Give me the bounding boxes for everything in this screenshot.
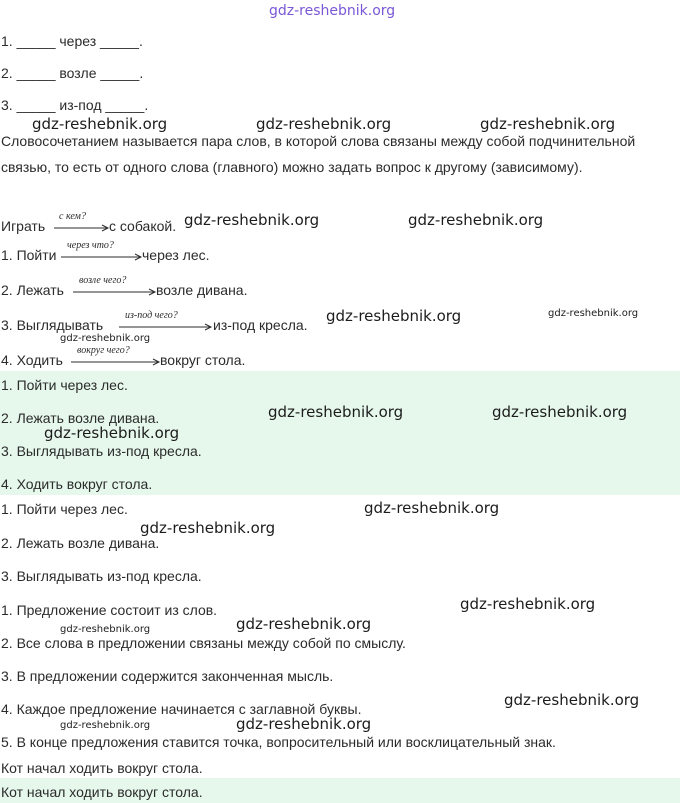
- watermark: gdz-reshebnik.org: [236, 615, 372, 633]
- watermark: gdz-reshebnik.org: [44, 424, 180, 442]
- phrase-line-2: [1, 275, 281, 299]
- rule-line-2: 2. Все слова в предложении связаны между собой по смыслу.: [1, 635, 406, 651]
- answer-1-line-3: 3. Выглядывать из-под кресла.: [1, 443, 202, 459]
- phrase-dependent-word: возле дивана.: [156, 282, 248, 298]
- watermark: gdz-reshebnik.org: [32, 115, 168, 133]
- answer-1-line-4: 4. Ходить вокруг стола.: [1, 476, 153, 492]
- blank-line-3: 3. _____ из-под _____.: [1, 97, 149, 113]
- phrase-dependent-word: вокруг стола.: [160, 352, 246, 368]
- watermark: gdz-reshebnik.org: [268, 403, 404, 421]
- phrase-main-word: 3. Выглядывать: [1, 317, 104, 333]
- phrase-line-1: [1, 240, 241, 264]
- answer-2-line-2: 2. Лежать возле дивана.: [1, 535, 160, 551]
- phrase-main-word: Играть: [1, 218, 46, 234]
- phrase-main-word: 4. Ходить: [1, 352, 63, 368]
- rule-line-3: 3. В предложении содержится законченная мысль.: [1, 668, 334, 684]
- answer-2-line-3: 3. Выглядывать из-под кресла.: [1, 568, 202, 584]
- phrase-main-word: 1. Пойти: [1, 247, 57, 263]
- watermark: gdz-reshebnik.org: [326, 307, 462, 325]
- watermark: gdz-reshebnik.org: [408, 211, 544, 229]
- phrase-dependent-word: через лес.: [142, 247, 210, 263]
- definition-text: Словосочетанием называется пара слов, в которой слова связаны между собой подчинительной связью, то есть от одного слова (главного) можно задать вопрос к другому (зависимому).: [1, 133, 636, 175]
- example-phrase: [1, 211, 201, 235]
- question-label: возле чего?: [79, 275, 127, 286]
- watermark: gdz-reshebnik.org: [492, 403, 628, 421]
- arrow-icon: [73, 281, 157, 299]
- watermark: gdz-reshebnik.org: [60, 333, 151, 344]
- rule-line-4: 4. Каждое предложение начинается с заглавной буквы.: [1, 701, 362, 717]
- blank-line-2: 2. _____ возле _____.: [1, 65, 144, 81]
- sentence-line: Кот начал ходить вокруг стола.: [1, 760, 203, 776]
- phrase-dependent-word: с собакой.: [109, 218, 177, 234]
- arrow-icon: [61, 246, 143, 264]
- rule-line-5: 5. В конце предложения ставится точка, вопросительный или восклицательный знак.: [1, 734, 556, 750]
- question-label: вокруг чего?: [77, 345, 130, 356]
- answer-2-line-1: 1. Пойти через лес.: [1, 501, 128, 517]
- question-label: из-под чего?: [125, 310, 178, 321]
- question-label: с кем?: [59, 211, 86, 222]
- watermark: gdz-reshebnik.org: [460, 595, 596, 613]
- rule-line-1: 1. Предложение состоит из слов.: [1, 602, 218, 618]
- watermark: gdz-reshebnik.org: [364, 499, 500, 517]
- blank-line-1: 1. _____ через _____.: [1, 33, 143, 49]
- phrase-line-3: [1, 310, 341, 334]
- answer-1-line-1: 1. Пойти через лес.: [1, 377, 128, 393]
- phrase-line-4: [1, 345, 281, 369]
- watermark: gdz-reshebnik.org: [60, 720, 151, 731]
- watermark-header: gdz-reshebnik.org: [269, 3, 396, 19]
- watermark: gdz-reshebnik.org: [504, 691, 640, 709]
- answer-1-line-2: 2. Лежать возле дивана.: [1, 410, 160, 426]
- watermark: gdz-reshebnik.org: [60, 624, 151, 635]
- watermark: gdz-reshebnik.org: [480, 115, 616, 133]
- phrase-dependent-word: из-под кресла.: [213, 317, 308, 333]
- question-label: через что?: [67, 240, 114, 251]
- arrow-icon: [71, 351, 161, 369]
- watermark: gdz-reshebnik.org: [236, 715, 372, 733]
- arrow-icon: [119, 316, 213, 334]
- watermark: gdz-reshebnik.org: [140, 519, 276, 537]
- watermark: gdz-reshebnik.org: [256, 115, 392, 133]
- phrase-main-word: 2. Лежать: [1, 282, 64, 298]
- sentence-answer-line: Кот начал ходить вокруг стола.: [1, 784, 203, 800]
- arrow-icon: [54, 217, 110, 235]
- watermark: gdz-reshebnik.org: [184, 211, 320, 229]
- watermark: gdz-reshebnik.org: [548, 308, 639, 319]
